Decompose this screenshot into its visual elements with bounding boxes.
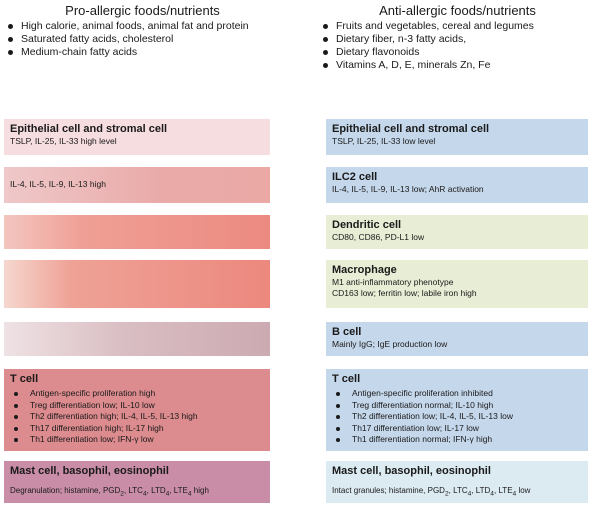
anti-macrophage-box xyxy=(326,260,588,308)
anti-dendritic-desc: CD80, CD86, PD-L1 low xyxy=(332,232,425,242)
list-item: Medium-chain fatty acids xyxy=(8,46,270,59)
anti-dendritic-box xyxy=(326,215,588,249)
pro-allergic-food-list xyxy=(8,20,270,59)
anti-bcell-box xyxy=(326,322,588,356)
pro-epithelial-desc: TSLP, IL-25, IL-33 high level xyxy=(10,136,117,146)
pro-macrophage-box xyxy=(4,260,270,308)
list-item: Fruits and vegetables, cereal and legumes xyxy=(323,20,593,33)
list-item: Dietary flavonoids xyxy=(323,46,593,59)
list-item: Dietary fiber, n-3 fatty acids, xyxy=(323,33,593,46)
anti-tcell-title: T cell xyxy=(332,373,361,385)
anti-allergic-food-list xyxy=(323,20,593,72)
list-item: Th17 differentiation low; IL-17 low xyxy=(332,423,582,435)
anti-macrophage-title: Macrophage xyxy=(332,264,397,276)
anti-mast-box xyxy=(326,461,588,503)
anti-ilc2-desc: IL-4, IL-5, IL-9, IL-13 low; AhR activation xyxy=(332,184,484,194)
anti-tcell-box xyxy=(326,369,588,451)
list-item: High calorie, animal foods, animal fat and protein xyxy=(8,20,270,33)
list-item: Vitamins A, D, E, minerals Zn, Fe xyxy=(323,59,593,72)
list-item: Th1 differentiation low; IFN-γ low xyxy=(10,434,264,446)
pro-ilc2-desc: IL-4, IL-5, IL-9, IL-13 high xyxy=(10,179,106,189)
pro-mast-title: Mast cell, basophil, eosinophil xyxy=(10,465,169,477)
anti-tcell-list xyxy=(332,388,582,446)
list-item: Th2 differentiation high; IL-4, IL-5, IL-13 high xyxy=(10,411,264,423)
pro-epithelial-box xyxy=(4,119,270,155)
pro-epithelial-title: Epithelial cell and stromal cell xyxy=(10,123,168,135)
anti-macrophage-desc-2: CD163 low; ferritin low; labile iron high xyxy=(332,288,477,298)
pro-allergic-header: Pro-allergic foods/nutrients xyxy=(65,3,220,18)
pro-dendritic-box xyxy=(4,215,270,249)
pro-tcell-box xyxy=(4,369,270,451)
anti-bcell-title: B cell xyxy=(332,326,362,338)
list-item: Treg differentiation low; IL-10 low xyxy=(10,400,264,412)
list-item: Th2 differentiation low; IL-4, IL-5, IL-13 low xyxy=(332,411,582,423)
anti-ilc2-title: ILC2 cell xyxy=(332,171,378,183)
anti-epithelial-desc: TSLP, IL-25, IL-33 low level xyxy=(332,136,436,146)
anti-epithelial-box xyxy=(326,119,588,155)
pro-mast-desc: Degranulation; histamine, $PGD_2$, $LTC_4$, $LTD_4$, $LTE_4$ high xyxy=(10,486,209,498)
list-item: Antigen-specific proliferation inhibited xyxy=(332,388,582,400)
anti-epithelial-title: Epithelial cell and stromal cell xyxy=(332,123,490,135)
list-item: Th1 differentiation normal; IFN-γ high xyxy=(332,434,582,446)
anti-mast-title: Mast cell, basophil, eosinophil xyxy=(332,465,491,477)
pro-mast-box xyxy=(4,461,270,503)
list-item: Saturated fatty acids, cholesterol xyxy=(8,33,270,46)
anti-mast-desc: Intact granules; histamine, $PGD_2$, $LTC_4$, $LTD_4$, $LTE_4$ low xyxy=(332,486,531,498)
pro-bcell-box xyxy=(4,322,270,356)
list-item: Th17 differentiation high; IL-17 high xyxy=(10,423,264,435)
anti-bcell-desc: Mainly IgG; IgE production low xyxy=(332,339,448,349)
list-item: Treg differentiation normal; IL-10 high xyxy=(332,400,582,412)
anti-ilc2-box xyxy=(326,167,588,203)
anti-macrophage-desc-1: M1 anti-inflammatory phenotype xyxy=(332,277,454,287)
anti-allergic-header: Anti-allergic foods/nutrients xyxy=(379,3,536,18)
anti-dendritic-title: Dendritic cell xyxy=(332,219,402,231)
pro-tcell-list xyxy=(10,388,264,446)
pro-tcell-title: T cell xyxy=(10,373,39,385)
pro-ilc2-box xyxy=(4,167,270,203)
list-item: Antigen-specific proliferation high xyxy=(10,388,264,400)
